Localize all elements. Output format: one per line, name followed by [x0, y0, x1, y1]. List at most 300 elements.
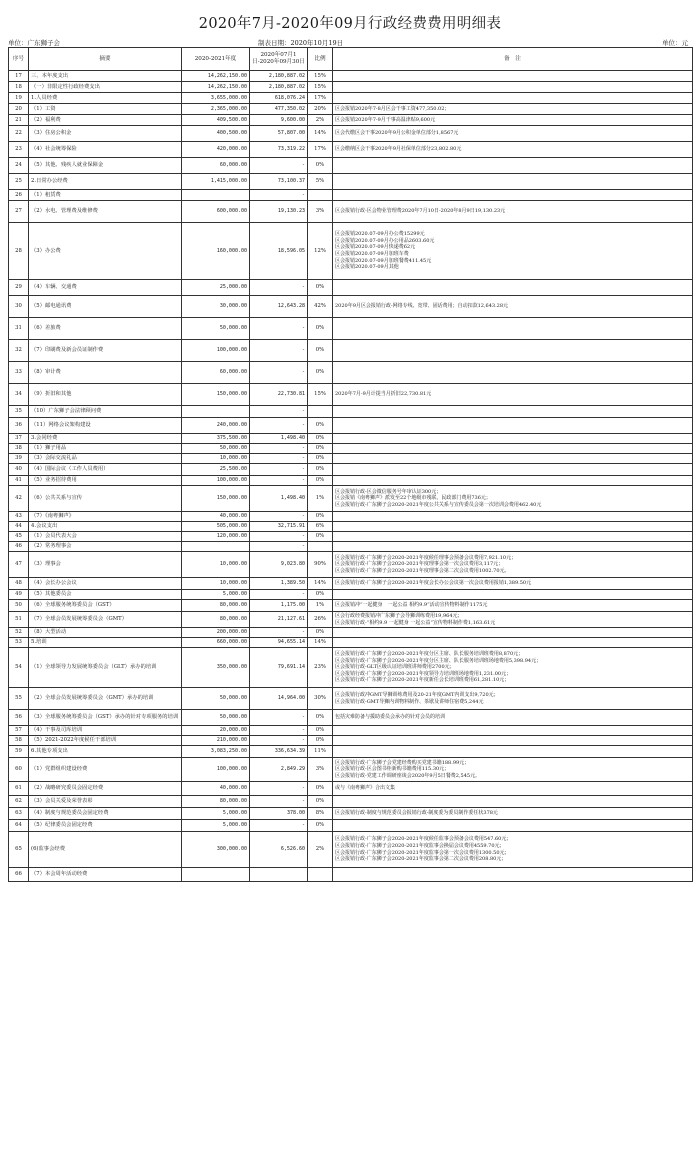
row-ratio: 0% — [308, 362, 333, 384]
table-row — [9, 868, 693, 882]
row-remark: 2020年7月-9月计提当月折旧22,730.81元 — [333, 384, 693, 406]
row-actual: - — [250, 190, 308, 201]
row-budget: 100,000.00 — [182, 476, 250, 486]
table-row — [9, 115, 693, 126]
row-number: 34 — [9, 384, 29, 406]
row-remark — [333, 512, 693, 522]
row-budget: 50,000.00 — [182, 318, 250, 340]
row-actual: - — [250, 628, 308, 638]
row-number: 54 — [9, 648, 29, 688]
row-actual: - — [250, 782, 308, 796]
currency-label: 单位：元 — [662, 39, 688, 47]
row-remark: 区会缴纳区会干事2020年9月社保单位部分23,802.80元 — [333, 142, 693, 158]
table-row — [9, 600, 693, 612]
row-item: （5）邮电通讯费 — [29, 296, 182, 318]
row-number: 40 — [9, 464, 29, 476]
row-number: 64 — [9, 820, 29, 832]
row-number: 46 — [9, 542, 29, 552]
row-number: 56 — [9, 710, 29, 726]
row-item: （5）2021-2022年度候任干部培训 — [29, 736, 182, 746]
row-ratio: 17% — [308, 93, 333, 104]
row-number: 61 — [9, 782, 29, 796]
row-actual: - — [250, 464, 308, 476]
row-remark — [333, 71, 693, 82]
row-remark: 区会代缴区会干事2020年9月公积金单位部分1,8567元 — [333, 126, 693, 142]
row-number: 21 — [9, 115, 29, 126]
row-ratio: 0% — [308, 280, 333, 296]
row-number: 27 — [9, 201, 29, 223]
row-ratio: 0% — [308, 340, 333, 362]
row-remark — [333, 464, 693, 476]
row-number: 33 — [9, 362, 29, 384]
table-row — [9, 340, 693, 362]
row-item: （1）全球领导力发展统筹委员会（GLT）承办的培训 — [29, 648, 182, 688]
row-actual: 477,350.02 — [250, 104, 308, 115]
row-number: 32 — [9, 340, 29, 362]
row-number: 42 — [9, 486, 29, 512]
table-row — [9, 648, 693, 688]
table-row — [9, 612, 693, 628]
table-row — [9, 201, 693, 223]
row-item: （8）审计费 — [29, 362, 182, 384]
row-number: 66 — [9, 868, 29, 882]
row-item: 5.培训 — [29, 638, 182, 648]
row-remark — [333, 590, 693, 600]
row-actual: - — [250, 418, 308, 434]
row-actual: 73,100.37 — [250, 174, 308, 190]
table-row — [9, 223, 693, 280]
unit-label: 单位：广东狮子会 — [8, 39, 60, 47]
row-item: （1）租赁费 — [29, 190, 182, 201]
row-ratio: 0% — [308, 782, 333, 796]
row-ratio: 0% — [308, 454, 333, 464]
row-ratio: 15% — [308, 82, 333, 93]
table-body — [9, 71, 693, 882]
row-item: （2）福利费 — [29, 115, 182, 126]
row-budget: 25,000.00 — [182, 280, 250, 296]
row-actual: 1,498.40 — [250, 434, 308, 444]
row-ratio: 0% — [308, 318, 333, 340]
row-remark — [333, 82, 693, 93]
row-ratio: 3% — [308, 201, 333, 223]
row-actual: 2,180,887.02 — [250, 82, 308, 93]
row-ratio: 90% — [308, 552, 333, 578]
row-ratio: 11% — [308, 746, 333, 758]
row-item: 3.会同经费 — [29, 434, 182, 444]
row-remark: 区会行政经费报销冲广东狮子会导狮训练费用19,964元； 区会报销行政-“相约9.9 一起健身 一起公益”宣传物料制作费1,163.61元 — [333, 612, 693, 628]
row-actual: 2,180,887.02 — [250, 71, 308, 82]
table-row — [9, 280, 693, 296]
row-remark: 区会报销2020.07-09月办公费15299元 区会报销2020.07-09月办公用品2603.60元 区会报销2020.07-09月快递费62元 区会报销2020.07-09月加班车费 区会报销2020.07-09月加班餐费411.45元 区会报销2020.07-09月其他 — [333, 223, 693, 280]
row-actual: - — [250, 406, 308, 418]
row-number: 49 — [9, 590, 29, 600]
column-header-budget: 2020-2021年度 — [182, 48, 250, 71]
row-item: （5）其他委员会 — [29, 590, 182, 600]
row-actual: - — [250, 820, 308, 832]
row-number: 29 — [9, 280, 29, 296]
row-budget: 40,000.00 — [182, 512, 250, 522]
table-row — [9, 796, 693, 808]
table-row — [9, 296, 693, 318]
row-actual: 94,655.14 — [250, 638, 308, 648]
row-item: （5）业务招待费用 — [29, 476, 182, 486]
row-budget — [182, 542, 250, 552]
row-number: 48 — [9, 578, 29, 590]
table-row — [9, 726, 693, 736]
row-budget: 100,000.00 — [182, 340, 250, 362]
row-number: 51 — [9, 612, 29, 628]
table-row — [9, 808, 693, 820]
column-header-item: 摘要 — [29, 48, 182, 71]
row-actual: - — [250, 512, 308, 522]
row-actual: 12,643.28 — [250, 296, 308, 318]
row-item: （4）社会统筹保险 — [29, 142, 182, 158]
row-budget: 1,415,000.00 — [182, 174, 250, 190]
row-item: （7）《南粤狮声》 — [29, 512, 182, 522]
table-row — [9, 418, 693, 434]
row-item: （6）差旅费 — [29, 318, 182, 340]
row-actual: - — [250, 318, 308, 340]
row-item: （4）制度与规范委员会固定经费 — [29, 808, 182, 820]
row-actual: - — [250, 362, 308, 384]
table-row — [9, 104, 693, 115]
row-budget: 14,262,150.00 — [182, 71, 250, 82]
table-row — [9, 444, 693, 454]
row-item: （3）办公费 — [29, 223, 182, 280]
table-row — [9, 710, 693, 726]
row-remark — [333, 746, 693, 758]
row-remark — [333, 280, 693, 296]
row-item: （1）党群组织建设经费 — [29, 758, 182, 782]
table-row — [9, 318, 693, 340]
row-remark — [333, 726, 693, 736]
row-number: 28 — [9, 223, 29, 280]
date-label: 制表日期：2020年10月19日 — [258, 39, 344, 47]
row-actual: - — [250, 280, 308, 296]
row-item: (6)监事会经费 — [29, 832, 182, 868]
row-remark: 区会报销2020年7-9月干事高温津贴9,600元 — [333, 115, 693, 126]
row-number: 57 — [9, 726, 29, 736]
column-header-actual: 2020年07月1日-2020年09月30日 — [250, 48, 308, 71]
row-actual: 57,807.00 — [250, 126, 308, 142]
row-ratio: 20% — [308, 104, 333, 115]
row-budget: 150,000.00 — [182, 486, 250, 512]
row-actual: 1,389.50 — [250, 578, 308, 590]
row-actual: - — [250, 444, 308, 454]
row-ratio: 0% — [308, 628, 333, 638]
table-row — [9, 578, 693, 590]
row-item: （4）国际会议（工作人员费用） — [29, 464, 182, 476]
row-ratio — [308, 542, 333, 552]
row-budget: 5,000.00 — [182, 590, 250, 600]
row-ratio — [308, 190, 333, 201]
row-item: （7）全球会员发展统筹委员会（GMT） — [29, 612, 182, 628]
row-budget: 25,500.00 — [182, 464, 250, 476]
row-number: 47 — [9, 552, 29, 578]
row-budget: 505,000.00 — [182, 522, 250, 532]
row-remark: 包括灾难防备与援助委员会承办的针对会员的培训 — [333, 710, 693, 726]
row-number: 23 — [9, 142, 29, 158]
table-row — [9, 552, 693, 578]
row-number: 43 — [9, 512, 29, 522]
row-number: 65 — [9, 832, 29, 868]
row-ratio: 0% — [308, 444, 333, 454]
row-ratio: 0% — [308, 434, 333, 444]
row-remark — [333, 736, 693, 746]
row-number: 19 — [9, 93, 29, 104]
row-number: 63 — [9, 808, 29, 820]
row-ratio: 0% — [308, 590, 333, 600]
row-remark — [333, 340, 693, 362]
table-row — [9, 158, 693, 174]
row-actual: - — [250, 158, 308, 174]
row-number: 26 — [9, 190, 29, 201]
row-remark: 区会报销行政-制度与规范委员会报销行政-制度委为委员制作委任状378元 — [333, 808, 693, 820]
row-actual: 9,600.00 — [250, 115, 308, 126]
row-remark: 区会报销行政-广东狮子会2020-2021年度分区主席、队长服务培训班费用8,870元； 区会报销行政-广东狮子会2020-2021年度分区主席、队长服务培训班场地费用5,398.94元； 区会报销行政-GLT区级认证培训班讲师费用2700元； 区会报销行政-广东狮子会2020-2021年度领导力培训班场地费用1,231.00元； 区会报销行政-广东狮子会2020-2021年度新任会长培训班费用61,281.10元； — [333, 648, 693, 688]
row-remark — [333, 542, 693, 552]
row-ratio: 0% — [308, 464, 333, 476]
table-row — [9, 362, 693, 384]
row-ratio: 1% — [308, 600, 333, 612]
row-budget: 14,262,150.00 — [182, 82, 250, 93]
row-number: 39 — [9, 454, 29, 464]
row-remark: 2020年9月区会报销行政-网络专线、宽带、固话费用；自动扣款12,643.28元 — [333, 296, 693, 318]
row-ratio: 0% — [308, 418, 333, 434]
row-budget: 60,000.00 — [182, 158, 250, 174]
row-budget: 2,365,000.00 — [182, 104, 250, 115]
table-row — [9, 512, 693, 522]
row-budget: 10,000.00 — [182, 578, 250, 590]
table-header-row — [9, 48, 693, 71]
row-remark — [333, 454, 693, 464]
table-row — [9, 522, 693, 532]
table-row — [9, 590, 693, 600]
row-budget: 3,655,000.00 — [182, 93, 250, 104]
row-ratio: 0% — [308, 736, 333, 746]
row-actual: 9,023.80 — [250, 552, 308, 578]
row-actual: - — [250, 542, 308, 552]
row-remark — [333, 406, 693, 418]
row-budget: 5,000.00 — [182, 808, 250, 820]
row-item: （1）工资 — [29, 104, 182, 115]
row-item: （2）水电、管理费及维修费 — [29, 201, 182, 223]
row-ratio: 0% — [308, 512, 333, 522]
table-row — [9, 142, 693, 158]
row-actual: 2,849.29 — [250, 758, 308, 782]
row-item: （8）大型活动 — [29, 628, 182, 638]
row-budget — [182, 406, 250, 418]
table-row — [9, 93, 693, 104]
row-number: 45 — [9, 532, 29, 542]
row-ratio: 0% — [308, 820, 333, 832]
row-remark — [333, 628, 693, 638]
row-item: （11）网络会议架构建设 — [29, 418, 182, 434]
row-budget: 20,000.00 — [182, 726, 250, 736]
row-ratio: 23% — [308, 648, 333, 688]
row-budget: 350,000.00 — [182, 648, 250, 688]
row-number: 20 — [9, 104, 29, 115]
row-item: 6.其他专项支出 — [29, 746, 182, 758]
row-remark — [333, 418, 693, 434]
row-ratio: 0% — [308, 710, 333, 726]
row-budget: 300,000.00 — [182, 832, 250, 868]
row-ratio: 2% — [308, 115, 333, 126]
row-remark — [333, 868, 693, 882]
row-item: （2）全球会员发展统筹委员会（GMT）承办的培训 — [29, 688, 182, 710]
row-item: （5）纪律委员会固定经费 — [29, 820, 182, 832]
row-number: 30 — [9, 296, 29, 318]
row-number: 55 — [9, 688, 29, 710]
row-budget: 80,000.00 — [182, 600, 250, 612]
row-actual: 378.00 — [250, 808, 308, 820]
row-number: 52 — [9, 628, 29, 638]
row-ratio: 8% — [308, 808, 333, 820]
row-budget: 150,000.00 — [182, 384, 250, 406]
row-remark: 或与《南粤狮声》合出文集 — [333, 782, 693, 796]
row-budget: 200,000.00 — [182, 628, 250, 638]
row-budget: 60,000.00 — [182, 362, 250, 384]
row-item: （7）本会周年活动经费 — [29, 868, 182, 882]
row-item: 三、本年度支出 — [29, 71, 182, 82]
row-remark: 区会报销行政-广东狮子会2020-2021年度候任监事会预备会议费用547.60元； 区会报销行政-广东狮子会2020-2021年度监事会换届会议费用4559.70元； 区会报销行政-广东狮子会2020-2021年度监事会第一次会议费用1300.50元； 区会报销行政-广东狮子会2020-2021年度监事会第二次会议费用208.80元； — [333, 832, 693, 868]
row-item: （3）理事会 — [29, 552, 182, 578]
table-row — [9, 746, 693, 758]
row-budget: 120,000.00 — [182, 532, 250, 542]
row-budget: 160,000.00 — [182, 223, 250, 280]
row-number: 24 — [9, 158, 29, 174]
row-item: （3）住房公积金 — [29, 126, 182, 142]
row-actual: - — [250, 726, 308, 736]
row-remark: 区会报销行政冲GMT导狮训练费用及20-21年度GMT内训支出9,720元； 区会报销行政-GMT导狮内训物料制作、茶歇及讲师住宿费5,244元 — [333, 688, 693, 710]
row-budget: 600,000.00 — [182, 201, 250, 223]
row-budget — [182, 190, 250, 201]
row-remark — [333, 820, 693, 832]
row-remark — [333, 638, 693, 648]
table-row — [9, 174, 693, 190]
table-row — [9, 532, 693, 542]
column-header-remarks: 备 注 — [333, 48, 693, 71]
table-row — [9, 454, 693, 464]
row-actual: 79,691.14 — [250, 648, 308, 688]
table-row — [9, 464, 693, 476]
row-ratio: 0% — [308, 726, 333, 736]
row-item: （6）全球服务统筹委员会（GST） — [29, 600, 182, 612]
row-number: 58 — [9, 736, 29, 746]
row-number: 36 — [9, 418, 29, 434]
row-remark — [333, 93, 693, 104]
row-actual: 73,319.22 — [250, 142, 308, 158]
row-ratio: 3% — [308, 758, 333, 782]
row-budget: 240,000.00 — [182, 418, 250, 434]
row-number: 38 — [9, 444, 29, 454]
row-actual: - — [250, 590, 308, 600]
row-budget: 409,500.00 — [182, 115, 250, 126]
table-row — [9, 638, 693, 648]
expense-table — [8, 47, 693, 882]
row-remark: 区会报销冲“一起健身 一起公益 相约9.9”活动宣传物料制作1175元 — [333, 600, 693, 612]
row-number: 25 — [9, 174, 29, 190]
row-item: （2）常务理事会 — [29, 542, 182, 552]
row-item: （5）其他、残疾人就业保障金 — [29, 158, 182, 174]
row-budget: 50,000.00 — [182, 444, 250, 454]
table-row — [9, 486, 693, 512]
row-number: 17 — [9, 71, 29, 82]
row-number: 31 — [9, 318, 29, 340]
row-item: （3）会员关爱及荣誉表彰 — [29, 796, 182, 808]
row-actual: - — [250, 454, 308, 464]
row-ratio: 42% — [308, 296, 333, 318]
row-ratio: 30% — [308, 688, 333, 710]
table-row — [9, 758, 693, 782]
row-item: （10）广东狮子会法律顾问费 — [29, 406, 182, 418]
table-row — [9, 736, 693, 746]
column-header-ratio: 比例 — [308, 48, 333, 71]
row-number: 44 — [9, 522, 29, 532]
row-actual: - — [250, 796, 308, 808]
row-number: 60 — [9, 758, 29, 782]
row-budget: 660,000.00 — [182, 638, 250, 648]
table-row — [9, 406, 693, 418]
table-row — [9, 782, 693, 796]
row-actual: 1,498.40 — [250, 486, 308, 512]
table-row — [9, 190, 693, 201]
column-header-no: 序号 — [9, 48, 29, 71]
row-remark — [333, 362, 693, 384]
row-budget: 100,000.00 — [182, 758, 250, 782]
row-remark — [333, 476, 693, 486]
row-number: 62 — [9, 796, 29, 808]
row-item: （6）公共关系与宣传 — [29, 486, 182, 512]
row-ratio: 0% — [308, 796, 333, 808]
row-actual: - — [250, 710, 308, 726]
row-remark — [333, 434, 693, 444]
row-item: （9）折旧和其他 — [29, 384, 182, 406]
table-row — [9, 82, 693, 93]
table-row — [9, 688, 693, 710]
table-row — [9, 832, 693, 868]
row-budget: 10,000.00 — [182, 552, 250, 578]
row-remark — [333, 522, 693, 532]
row-actual: 22,730.81 — [250, 384, 308, 406]
row-ratio: 2% — [308, 832, 333, 868]
row-number: 53 — [9, 638, 29, 648]
row-budget: 420,000.00 — [182, 142, 250, 158]
row-actual: 18,596.05 — [250, 223, 308, 280]
row-remark — [333, 532, 693, 542]
row-actual: - — [250, 340, 308, 362]
row-number: 18 — [9, 82, 29, 93]
row-remark — [333, 190, 693, 201]
row-remark: 区会报销行政-区会微信服务号年审认证300元； 区会报销《南粤狮声》派发至22个地级市残联、民政部门费用736元； 区会报销行政-广东狮子会2020-2021年度公共关系与宣传委员会第一次培训会费用462.40元 — [333, 486, 693, 512]
row-budget: 80,000.00 — [182, 612, 250, 628]
table-row — [9, 434, 693, 444]
row-actual: 6,526.60 — [250, 832, 308, 868]
row-actual — [250, 868, 308, 882]
row-budget: 30,000.00 — [182, 296, 250, 318]
row-item: （3）会际交流礼品 — [29, 454, 182, 464]
row-actual: 21,127.61 — [250, 612, 308, 628]
row-ratio: 15% — [308, 71, 333, 82]
row-item: （4）车辆、交通费 — [29, 280, 182, 296]
row-budget: 80,000.00 — [182, 796, 250, 808]
row-item: （2）战略研究委员会固定经费 — [29, 782, 182, 796]
row-actual: 32,715.91 — [250, 522, 308, 532]
row-item: （7）印刷费及新会员证制作费 — [29, 340, 182, 362]
table-row — [9, 542, 693, 552]
row-item: 4.会议支出 — [29, 522, 182, 532]
row-remark — [333, 158, 693, 174]
